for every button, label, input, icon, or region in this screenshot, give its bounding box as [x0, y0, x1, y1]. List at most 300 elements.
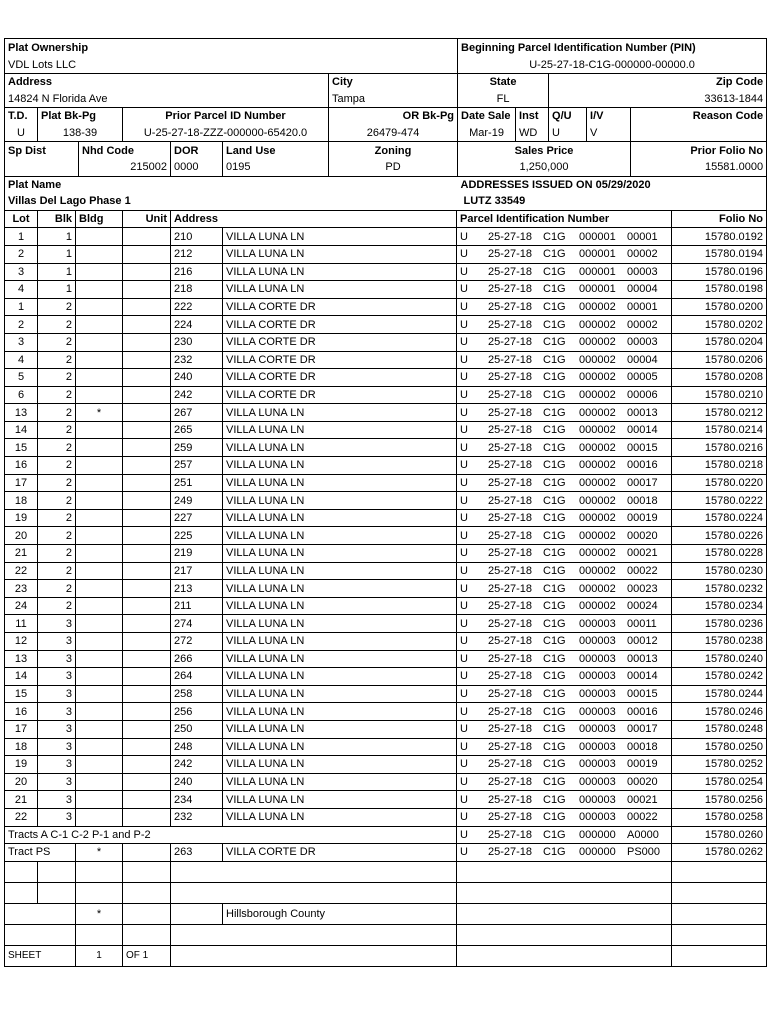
pin-cell — [457, 492, 672, 510]
pin-cell — [457, 316, 672, 334]
folio-cell: 15780.0254 — [672, 773, 767, 791]
pin-lot: PS000 — [627, 846, 661, 859]
pin-township: 25-27-18 — [488, 441, 533, 454]
pin-township: 25-27-18 — [488, 476, 533, 489]
lot-cell: 14 — [5, 668, 38, 686]
house-number-cell: 225 — [171, 527, 223, 545]
blank-row — [5, 882, 767, 903]
pin-prefix: U — [460, 230, 468, 243]
city-zip-value: LUTZ 33549 — [458, 193, 767, 210]
unit-cell — [123, 333, 171, 351]
blk-cell: 3 — [38, 756, 76, 774]
pin-sub: C1G — [543, 793, 566, 806]
pin-township: 25-27-18 — [488, 793, 533, 806]
bldg-cell — [76, 509, 123, 527]
pin-sub: C1G — [543, 617, 566, 630]
tracts-folio: 15780.0260 — [672, 826, 767, 844]
house-number-cell: 257 — [171, 457, 223, 475]
nhd-code-label: Nhd Code — [79, 142, 171, 159]
table-row — [5, 703, 767, 721]
pin-lot: 00023 — [627, 582, 658, 595]
house-number-cell: 242 — [171, 756, 223, 774]
pin-township: 25-27-18 — [488, 564, 533, 577]
street-cell: VILLA LUNA LN — [223, 263, 457, 281]
pin-lot: 00002 — [627, 248, 658, 261]
pin-sub: C1G — [543, 424, 566, 437]
unit-cell — [123, 369, 171, 387]
pin-block: 000003 — [579, 776, 616, 789]
pin-lot: 00018 — [627, 494, 658, 507]
folio-cell: 15780.0214 — [672, 421, 767, 439]
table-row — [5, 650, 767, 668]
house-number-cell: 212 — [171, 245, 223, 263]
pin-block: 000002 — [579, 318, 616, 331]
folio-cell: 15780.0250 — [672, 738, 767, 756]
pin-sub: C1G — [543, 758, 566, 771]
blk-cell: 3 — [38, 791, 76, 809]
date-sale-label: Date Sale — [458, 108, 516, 125]
unit-cell — [123, 703, 171, 721]
folio-cell: 15780.0232 — [672, 580, 767, 598]
blk-cell: 3 — [38, 650, 76, 668]
pin-cell — [457, 720, 672, 738]
pin-township: 25-27-18 — [488, 776, 533, 789]
pin-block: 000002 — [579, 388, 616, 401]
pin-lot: 00014 — [627, 670, 658, 683]
pin-cell — [457, 545, 672, 563]
pin-sub: C1G — [543, 564, 566, 577]
folio-cell: 15780.0222 — [672, 492, 767, 510]
blk-cell: 2 — [38, 333, 76, 351]
pin-lot: 00017 — [627, 476, 658, 489]
house-number-cell: 272 — [171, 633, 223, 651]
pin-lot: 00015 — [627, 441, 658, 454]
blk-cell: 1 — [38, 281, 76, 299]
pin-cell — [457, 439, 672, 457]
blank-row — [5, 861, 767, 882]
bldg-cell — [76, 492, 123, 510]
pin-block: 000003 — [579, 705, 616, 718]
bldg-cell — [76, 580, 123, 598]
iv-label: I/V — [587, 108, 631, 125]
pin-block: 000003 — [579, 688, 616, 701]
pin-sub: C1G — [543, 828, 566, 841]
pin-cell — [457, 650, 672, 668]
qu-label: Q/U — [549, 108, 587, 125]
unit-cell — [123, 316, 171, 334]
land-use-label: Land Use — [223, 142, 329, 159]
pin-block: 000002 — [579, 494, 616, 507]
blk-cell: 2 — [38, 597, 76, 615]
pin-prefix: U — [460, 652, 468, 665]
tract-ps-number: 263 — [171, 844, 223, 862]
pin-cell — [457, 773, 672, 791]
bldg-cell — [76, 650, 123, 668]
street-cell: VILLA LUNA LN — [223, 281, 457, 299]
lot-cell: 17 — [5, 474, 38, 492]
table-row — [5, 527, 767, 545]
pin-sub: C1G — [543, 740, 566, 753]
table-row — [5, 386, 767, 404]
bldg-cell — [76, 298, 123, 316]
pin-township: 25-27-18 — [488, 388, 533, 401]
blk-cell: 2 — [38, 492, 76, 510]
bldg-cell — [76, 597, 123, 615]
pin-prefix: U — [460, 318, 468, 331]
pin-prefix: U — [460, 301, 468, 314]
pin-lot: 00004 — [627, 283, 658, 296]
pin-lot: 00006 — [627, 388, 658, 401]
col-folio: Folio No — [672, 210, 767, 228]
pin-block: 000002 — [579, 600, 616, 613]
table-row — [5, 245, 767, 263]
unit-cell — [123, 527, 171, 545]
blk-cell: 2 — [38, 562, 76, 580]
pin-sub: C1G — [543, 230, 566, 243]
folio-cell: 15780.0212 — [672, 404, 767, 422]
pin-township: 25-27-18 — [488, 652, 533, 665]
bldg-cell — [76, 545, 123, 563]
street-cell: VILLA LUNA LN — [223, 668, 457, 686]
blk-cell: 2 — [38, 457, 76, 475]
house-number-cell: 234 — [171, 791, 223, 809]
pin-cell — [457, 263, 672, 281]
pin-block: 000001 — [579, 283, 616, 296]
pin-lot: 00005 — [627, 371, 658, 384]
plat-ownership-label: Plat Ownership — [5, 39, 458, 57]
pin-prefix: U — [460, 459, 468, 472]
unit-cell — [123, 245, 171, 263]
bldg-cell — [76, 668, 123, 686]
owner-name: VDL Lots LLC — [5, 56, 458, 73]
pin-sub: C1G — [543, 336, 566, 349]
street-cell: VILLA LUNA LN — [223, 421, 457, 439]
pin-block: 000003 — [579, 652, 616, 665]
pin-cell — [457, 580, 672, 598]
pin-lot: 00013 — [627, 652, 658, 665]
pin-sub: C1G — [543, 811, 566, 824]
pin-cell — [457, 228, 672, 246]
pin-block: 000002 — [579, 441, 616, 454]
pin-sub: C1G — [543, 265, 566, 278]
qu-value: U — [549, 125, 587, 142]
house-number-cell: 218 — [171, 281, 223, 299]
house-number-cell: 264 — [171, 668, 223, 686]
blk-cell: 2 — [38, 545, 76, 563]
house-number-cell: 259 — [171, 439, 223, 457]
table-row — [5, 263, 767, 281]
prior-folio-label: Prior Folio No — [631, 142, 767, 159]
unit-cell — [123, 738, 171, 756]
folio-cell: 15780.0198 — [672, 281, 767, 299]
pin-block: 000002 — [579, 459, 616, 472]
unit-cell — [123, 580, 171, 598]
street-cell: VILLA LUNA LN — [223, 492, 457, 510]
bldg-cell — [76, 756, 123, 774]
bldg-cell — [76, 228, 123, 246]
bldg-cell — [76, 720, 123, 738]
pin-township: 25-27-18 — [488, 230, 533, 243]
tracts-pin — [457, 826, 672, 844]
pin-block: 000001 — [579, 230, 616, 243]
blk-cell: 2 — [38, 298, 76, 316]
street-cell: VILLA CORTE DR — [223, 386, 457, 404]
house-number-cell: 240 — [171, 369, 223, 387]
table-row — [5, 738, 767, 756]
house-number-cell: 266 — [171, 650, 223, 668]
col-blk: Blk — [38, 210, 76, 228]
pin-block: 000003 — [579, 723, 616, 736]
pin-block: 000003 — [579, 670, 616, 683]
blk-cell: 3 — [38, 685, 76, 703]
lot-cell: 14 — [5, 421, 38, 439]
bldg-cell — [76, 245, 123, 263]
pin-prefix: U — [460, 758, 468, 771]
pin-prefix: U — [460, 494, 468, 507]
folio-cell: 15780.0256 — [672, 791, 767, 809]
lot-cell: 2 — [5, 316, 38, 334]
pin-township: 25-27-18 — [488, 283, 533, 296]
pin-block: 000002 — [579, 371, 616, 384]
pin-cell — [457, 562, 672, 580]
blk-cell: 2 — [38, 369, 76, 387]
table-row — [5, 351, 767, 369]
prior-folio-value: 15581.0000 — [631, 159, 767, 176]
street-cell: VILLA LUNA LN — [223, 597, 457, 615]
pin-lot: 00022 — [627, 564, 658, 577]
plat-sheet — [4, 38, 766, 967]
pin-cell — [457, 703, 672, 721]
pin-lot: 00012 — [627, 635, 658, 648]
pin-prefix: U — [460, 828, 468, 841]
plat-name-label: Plat Name — [5, 176, 458, 193]
pin-sub: C1G — [543, 670, 566, 683]
pin-sub: C1G — [543, 846, 566, 859]
street-cell: VILLA LUNA LN — [223, 808, 457, 826]
col-unit: Unit — [123, 210, 171, 228]
parcel-table — [4, 210, 767, 967]
pin-sub: C1G — [543, 441, 566, 454]
lot-cell: 4 — [5, 281, 38, 299]
pin-township: 25-27-18 — [488, 828, 533, 841]
blk-cell: 2 — [38, 351, 76, 369]
sp-dist-value — [5, 159, 79, 176]
pin-sub: C1G — [543, 318, 566, 331]
folio-cell: 15780.0224 — [672, 509, 767, 527]
bldg-cell — [76, 369, 123, 387]
pin-sub: C1G — [543, 635, 566, 648]
pin-township: 25-27-18 — [488, 301, 533, 314]
col-address: Address — [171, 210, 457, 228]
plat-bkpg-label: Plat Bk-Pg — [38, 108, 123, 125]
pin-cell — [457, 369, 672, 387]
pin-cell — [457, 298, 672, 316]
pin-cell — [457, 281, 672, 299]
pin-cell — [457, 738, 672, 756]
tract-ps-folio: 15780.0262 — [672, 844, 767, 862]
tract-ps-pin — [457, 844, 672, 862]
unit-cell — [123, 457, 171, 475]
lot-cell: 22 — [5, 808, 38, 826]
pin-prefix: U — [460, 811, 468, 824]
blk-cell: 2 — [38, 527, 76, 545]
pin-prefix: U — [460, 793, 468, 806]
folio-cell: 15780.0210 — [672, 386, 767, 404]
table-row — [5, 615, 767, 633]
unit-cell — [123, 298, 171, 316]
unit-cell — [123, 545, 171, 563]
pin-sub: C1G — [543, 371, 566, 384]
lot-cell: 13 — [5, 404, 38, 422]
tract-ps-label: Tract PS — [5, 844, 76, 862]
lot-cell: 21 — [5, 791, 38, 809]
pin-lot: 00019 — [627, 758, 658, 771]
pin-prefix: U — [460, 740, 468, 753]
house-number-cell: 232 — [171, 808, 223, 826]
pin-lot: 00003 — [627, 336, 658, 349]
prior-pin-value: U-25-27-18-ZZZ-000000-65420.0 — [123, 125, 329, 142]
pin-cell — [457, 386, 672, 404]
pin-township: 25-27-18 — [488, 494, 533, 507]
lot-cell: 17 — [5, 720, 38, 738]
sheet-of: OF 1 — [123, 945, 171, 966]
house-number-cell: 224 — [171, 316, 223, 334]
pin-township: 25-27-18 — [488, 459, 533, 472]
pin-lot: 00020 — [627, 529, 658, 542]
pin-block: 000001 — [579, 248, 616, 261]
lot-cell: 5 — [5, 369, 38, 387]
sheet-number: 1 — [76, 945, 123, 966]
folio-cell: 15780.0192 — [672, 228, 767, 246]
house-number-cell: 227 — [171, 509, 223, 527]
pin-cell — [457, 351, 672, 369]
blk-cell: 1 — [38, 228, 76, 246]
pin-cell — [457, 668, 672, 686]
folio-cell: 15780.0230 — [672, 562, 767, 580]
street-cell: VILLA LUNA LN — [223, 509, 457, 527]
folio-cell: 15780.0200 — [672, 298, 767, 316]
table-row — [5, 333, 767, 351]
pin-prefix: U — [460, 600, 468, 613]
lot-cell: 18 — [5, 492, 38, 510]
pin-prefix: U — [460, 529, 468, 542]
folio-cell: 15780.0206 — [672, 351, 767, 369]
pin-township: 25-27-18 — [488, 723, 533, 736]
pin-sub: C1G — [543, 301, 566, 314]
pin-township: 25-27-18 — [488, 353, 533, 366]
table-row — [5, 404, 767, 422]
state-value: FL — [458, 91, 549, 108]
pin-prefix: U — [460, 617, 468, 630]
bldg-cell — [76, 615, 123, 633]
table-row — [5, 474, 767, 492]
table-row — [5, 562, 767, 580]
pin-cell — [457, 615, 672, 633]
pin-lot: 00018 — [627, 740, 658, 753]
house-number-cell: 249 — [171, 492, 223, 510]
pin-lot: 00020 — [627, 776, 658, 789]
lot-cell: 3 — [5, 263, 38, 281]
table-row — [5, 633, 767, 651]
house-number-cell: 216 — [171, 263, 223, 281]
pin-township: 25-27-18 — [488, 406, 533, 419]
street-cell: VILLA LUNA LN — [223, 703, 457, 721]
pin-cell — [457, 808, 672, 826]
blk-cell: 2 — [38, 580, 76, 598]
pin-cell — [457, 404, 672, 422]
folio-cell: 15780.0202 — [672, 316, 767, 334]
pin-township: 25-27-18 — [488, 512, 533, 525]
pin-lot: 00024 — [627, 600, 658, 613]
zoning-value: PD — [329, 159, 458, 176]
pin-sub: C1G — [543, 353, 566, 366]
street-cell: VILLA LUNA LN — [223, 685, 457, 703]
address-value: 14824 N Florida Ave — [5, 91, 329, 108]
house-number-cell: 219 — [171, 545, 223, 563]
pin-lot: A0000 — [627, 828, 659, 841]
pin-prefix: U — [460, 265, 468, 278]
unit-cell — [123, 562, 171, 580]
pin-block: 000000 — [579, 828, 616, 841]
dor-value: 0000 — [171, 159, 223, 176]
reason-code-label: Reason Code — [631, 108, 767, 125]
street-cell: VILLA CORTE DR — [223, 298, 457, 316]
pin-sub: C1G — [543, 652, 566, 665]
pin-block: 000002 — [579, 336, 616, 349]
pin-prefix: U — [460, 512, 468, 525]
pin-cell — [457, 457, 672, 475]
pin-lot: 00016 — [627, 705, 658, 718]
pin-prefix: U — [460, 476, 468, 489]
bldg-cell — [76, 351, 123, 369]
pin-lot: 00022 — [627, 811, 658, 824]
bldg-cell — [76, 633, 123, 651]
bldg-cell — [76, 808, 123, 826]
table-row — [5, 492, 767, 510]
sheet-row — [5, 945, 767, 966]
bldg-cell — [76, 685, 123, 703]
pin-township: 25-27-18 — [488, 635, 533, 648]
unit-cell — [123, 633, 171, 651]
td-label: T.D. — [5, 108, 38, 125]
prior-pin-label: Prior Parcel ID Number — [123, 108, 329, 125]
pin-township: 25-27-18 — [488, 670, 533, 683]
lot-cell: 16 — [5, 457, 38, 475]
table-row — [5, 545, 767, 563]
street-cell: VILLA LUNA LN — [223, 633, 457, 651]
unit-cell — [123, 263, 171, 281]
lot-cell: 19 — [5, 756, 38, 774]
unit-cell — [123, 509, 171, 527]
pin-township: 25-27-18 — [488, 617, 533, 630]
pin-prefix: U — [460, 388, 468, 401]
unit-cell — [123, 597, 171, 615]
pin-township: 25-27-18 — [488, 582, 533, 595]
pin-sub: C1G — [543, 283, 566, 296]
blk-cell: 3 — [38, 720, 76, 738]
unit-cell — [123, 492, 171, 510]
table-row — [5, 668, 767, 686]
zoning-label: Zoning — [329, 142, 458, 159]
pin-prefix: U — [460, 248, 468, 261]
unit-cell — [123, 773, 171, 791]
pin-prefix: U — [460, 406, 468, 419]
folio-cell: 15780.0248 — [672, 720, 767, 738]
street-cell: VILLA LUNA LN — [223, 650, 457, 668]
street-cell: VILLA LUNA LN — [223, 545, 457, 563]
pin-sub: C1G — [543, 476, 566, 489]
address-label: Address — [5, 73, 329, 91]
